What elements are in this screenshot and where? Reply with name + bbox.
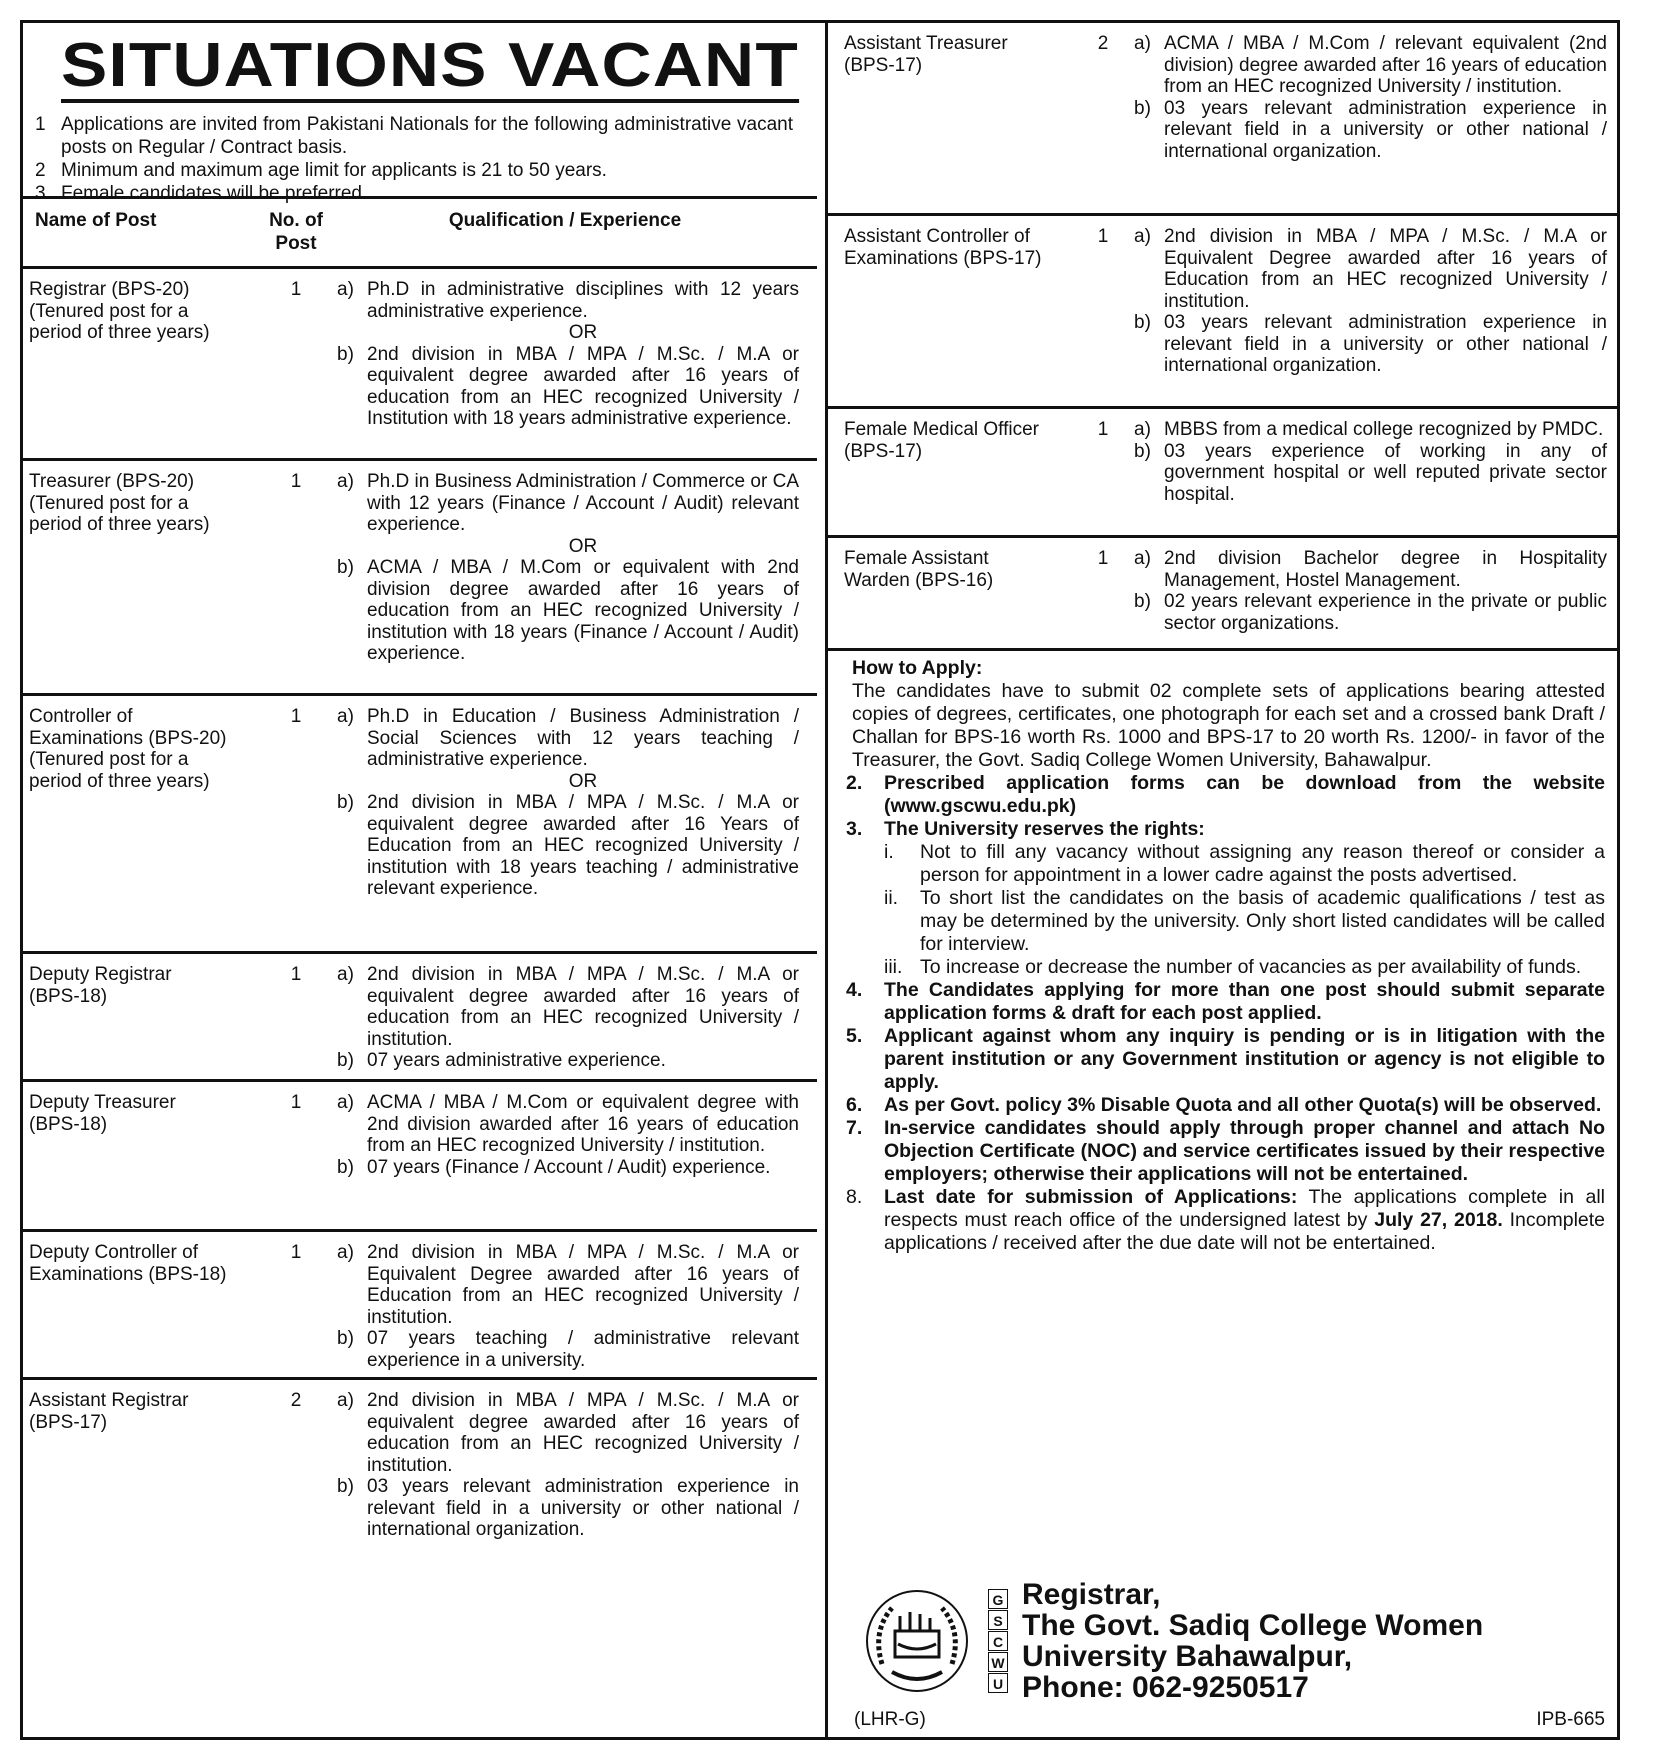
apply-item: 3. The University reserves the rights: i. Not to fill any vacancy without assigning any reason thereof or consider a person for appointment in a lower cadre against the posts advertised. ii. To short list the candidates on the basis of academic qualifications / test as may be determined by the university. Only short listed candidates will be called for interview. iii. To increase or decrease the number of vacancies as per availability of funds.	[846, 818, 1605, 978]
qualification-b: b) ACMA / MBA / M.Com or equivalent with 2nd division degree awarded after 16 years of education from an HEC recognized University / institution with 18 years (Finance / Account / Audit) experience.	[337, 557, 799, 664]
post-name: Female Assistant Warden (BPS-16)	[844, 548, 994, 591]
post-qualification	[331, 471, 817, 693]
post-qualification	[1128, 548, 1617, 648]
gscwu-letters: G S C W U	[988, 1589, 1008, 1694]
post-name: Deputy Treasurer (BPS-18)	[29, 1092, 176, 1135]
intro-number: 1	[35, 114, 46, 135]
intro-number: 2	[35, 160, 46, 181]
qualification-b: b) 2nd division in MBA / MPA / M.Sc. / M.A or equivalent degree awarded after 16 years of education from an HEC recognized University / Institution with 18 years administrative experience.	[337, 343, 799, 429]
apply-item: 8. Last date for submission of Applications: The applications complete in all respects must reach office of the undersigned latest by July 27, 2018. Incomplete applications / received after the due date will not be entertained.	[846, 1186, 1606, 1254]
qualification-a: a) 2nd division in MBA / MPA / M.Sc. / M.A or equivalent degree awarded after 16 years of education from an HEC recognized University / institution.	[337, 1390, 799, 1476]
table-row	[828, 409, 1617, 538]
post-count: 1	[290, 471, 302, 492]
table-row	[828, 23, 1617, 216]
column-gap	[817, 23, 825, 1737]
post-name: Assistant Treasurer (BPS-17)	[844, 33, 1008, 76]
post-qualification	[331, 279, 817, 458]
left-table-body	[23, 269, 817, 1541]
apply-item: 4. The Candidates applying for more than one post should submit separate application forms & draft for each post applied.	[846, 979, 1605, 1024]
intro-item	[35, 113, 793, 159]
post-name: Treasurer (BPS-20) (Tenured post for a period of three years)	[29, 471, 210, 535]
qualification-b: b) 03 years relevant administration experience in relevant field in a university or other national / international organization.	[1134, 312, 1607, 376]
post-qualification	[1128, 226, 1617, 406]
university-seal-icon	[862, 1586, 972, 1696]
or-separator: OR	[568, 535, 598, 557]
post-qualification	[331, 706, 817, 951]
table-row	[23, 269, 817, 461]
qualification-a: a) ACMA / MBA / M.Com or equivalent degree with 2nd division awarded after 16 years of education from an HEC recognized University / institution.	[337, 1092, 799, 1156]
qualification-b: b) 07 years teaching / administrative relevant experience in a university.	[337, 1328, 799, 1371]
post-name: Assistant Registrar (BPS-17)	[29, 1390, 189, 1433]
table-row	[828, 216, 1617, 409]
table-row	[828, 538, 1617, 648]
post-count: 2	[1097, 33, 1109, 54]
or-separator: OR	[568, 322, 598, 343]
qualification-a: a) 2nd division in MBA / MPA / M.Sc. / M.A or Equivalent Degree awarded after 16 years of Education from an HEC recognized University / institution.	[337, 1242, 799, 1328]
post-name: Assistant Controller of Examinations (BPS-17)	[844, 226, 1042, 269]
qualification-b: b) 03 years experience of working in any of government hospital or well reputed private sector hospital.	[1134, 440, 1607, 505]
qualification-a: a) Ph.D in Education / Business Administration / Social Sciences with 12 years teaching / administrative experience.	[337, 706, 799, 770]
or-separator: OR	[568, 770, 598, 792]
post-name: Deputy Registrar (BPS-18)	[29, 964, 172, 1007]
post-qualification	[331, 964, 817, 1079]
qualification-b: b) 02 years relevant experience in the private or public sector organizations.	[1134, 591, 1607, 634]
post-count: 1	[290, 279, 302, 300]
qualification-b: b) 2nd division in MBA / MPA / M.Sc. / M.A or equivalent degree awarded after 16 Years of Education from an HEC recognized University / institution with 18 years teaching / administrative relevant experience.	[337, 792, 799, 899]
apply-item: 6. As per Govt. policy 3% Disable Quota and all other Quota(s) will be observed.	[846, 1094, 1602, 1116]
table-row	[23, 1082, 817, 1232]
intro-number: 3	[35, 183, 46, 204]
post-qualification	[331, 1390, 817, 1541]
qualification-a: a) 2nd division in MBA / MPA / M.Sc. / M.A or Equivalent Degree awarded after 16 years of Education from an HEC recognized University / institution.	[1134, 226, 1607, 312]
intro-text: Applications are invited from Pakistani Nationals for the following administrative vacant posts on Regular / Contract basis.	[61, 114, 793, 158]
post-count: 1	[1097, 548, 1109, 569]
qualification-a: a) 2nd division in MBA / MPA / M.Sc. / M.A or equivalent degree awarded after 16 years of education from an HEC recognized University / institution.	[337, 964, 799, 1050]
qualification-a: a) Ph.D in Business Administration / Commerce or CA with 12 years (Finance / Account / Audit) relevant experience.	[337, 471, 799, 535]
intro-text: Minimum and maximum age limit for applicants is 21 to 50 years.	[61, 160, 607, 181]
signature-block	[862, 1579, 1483, 1703]
right-table-body	[828, 23, 1617, 651]
post-qualification	[1128, 419, 1617, 535]
table-row	[23, 461, 817, 696]
apply-paragraph: The candidates have to submit 02 complete sets of applications bearing attested copies of degrees, certificates, one photograph for each set and a crossed bank Draft / Challan for BPS-16 worth Rs. 1000 and BPS-17 to 20 worth Rs. 1200/- in favor of the Treasurer, the Govt. Sadiq College Women University, Bahawalpur.	[852, 680, 1605, 771]
intro-item	[35, 159, 793, 182]
qualification-b: b) 03 years relevant administration experience in relevant field in a university or other national / international organization.	[1134, 97, 1607, 162]
table-row	[23, 1380, 817, 1541]
qualification-a: a) 2nd division Bachelor degree in Hospitality Management, Hostel Management.	[1134, 548, 1607, 591]
post-name: Deputy Controller of Examinations (BPS-18)	[29, 1242, 227, 1285]
rights-list: i. Not to fill any vacancy without assigning any reason thereof or consider a person for appointment in a lower cadre against the posts advertised. ii. To short list the candidates on the basis of academic qualifications / test as may be determined by the university. Only short listed candidates will be called for interview. iii. To increase or decrease the number of vacancies as per availability of funds.	[884, 841, 1605, 978]
post-count: 1	[1097, 419, 1109, 440]
qualification-b: b) 03 years relevant administration experience in relevant field in a university or other national / international organization.	[337, 1476, 799, 1540]
qualification-a: a) ACMA / MBA / M.Com / relevant equivalent (2nd division) degree awarded after 16 years of education from an HEC recognized University / institution.	[1134, 33, 1607, 97]
table-row	[23, 696, 817, 954]
qualification-b: b) 07 years administrative experience.	[337, 1050, 666, 1071]
post-count: 2	[290, 1390, 302, 1411]
post-count: 1	[290, 964, 302, 985]
post-count: 1	[1097, 226, 1109, 247]
how-to-apply	[828, 651, 1617, 1255]
apply-item: 5. Applicant against whom any inquiry is pending or is in litigation with the parent institution or any Government institution or agency is not eligible to apply.	[846, 1025, 1605, 1093]
post-count: 1	[290, 1092, 302, 1113]
page-title: SITUATIONS VACANT	[61, 35, 799, 103]
table-row	[23, 954, 817, 1082]
left-column	[23, 23, 820, 1737]
post-name: Controller of Examinations (BPS-20) (Tenured post for a period of three years)	[29, 706, 227, 792]
apply-list	[846, 772, 1605, 1255]
header-qualification: Qualification / Experience	[448, 210, 682, 231]
header-count: No. of Post	[269, 210, 323, 254]
apply-item: 7. In-service candidates should apply through proper channel and attach No Objection Certificate (NOC) and service certificates issued by their respective employers; otherwise their applications will not be entertained.	[846, 1117, 1605, 1185]
post-qualification	[331, 1092, 817, 1229]
footer-code-left: (LHR-G)	[854, 1709, 926, 1730]
table-header	[23, 199, 817, 269]
table-row	[23, 1232, 817, 1380]
post-count: 1	[290, 1242, 302, 1263]
apply-item: 2. Prescribed application forms can be download from the website (www.gscwu.edu.pk)	[846, 772, 1605, 817]
post-qualification	[331, 1242, 817, 1377]
header-post: Name of Post	[35, 210, 157, 231]
advertisement	[20, 20, 1620, 1740]
qualification-a: a) MBBS from a medical college recognized by PMDC.	[1134, 419, 1604, 440]
apply-heading: How to Apply:	[852, 657, 983, 679]
intro-item	[35, 182, 793, 205]
post-count: 1	[290, 706, 302, 727]
qualification-b: b) 07 years (Finance / Account / Audit) experience.	[337, 1156, 771, 1178]
right-column	[825, 23, 1617, 1737]
footer-code-right: IPB-665	[1536, 1709, 1605, 1730]
header	[23, 23, 817, 204]
qualification-a: a) Ph.D in administrative disciplines with 12 years administrative experience.	[337, 279, 799, 322]
intro-list	[35, 113, 793, 205]
post-name: Female Medical Officer (BPS-17)	[844, 419, 1039, 462]
post-name: Registrar (BPS-20) (Tenured post for a period of three years)	[29, 279, 210, 343]
signature-text: Registrar, The Govt. Sadiq College Women University Bahawalpur, Phone: 062-9250517	[1022, 1578, 1484, 1704]
post-qualification	[1128, 33, 1617, 213]
intro-text: Female candidates will be preferred.	[61, 183, 368, 204]
